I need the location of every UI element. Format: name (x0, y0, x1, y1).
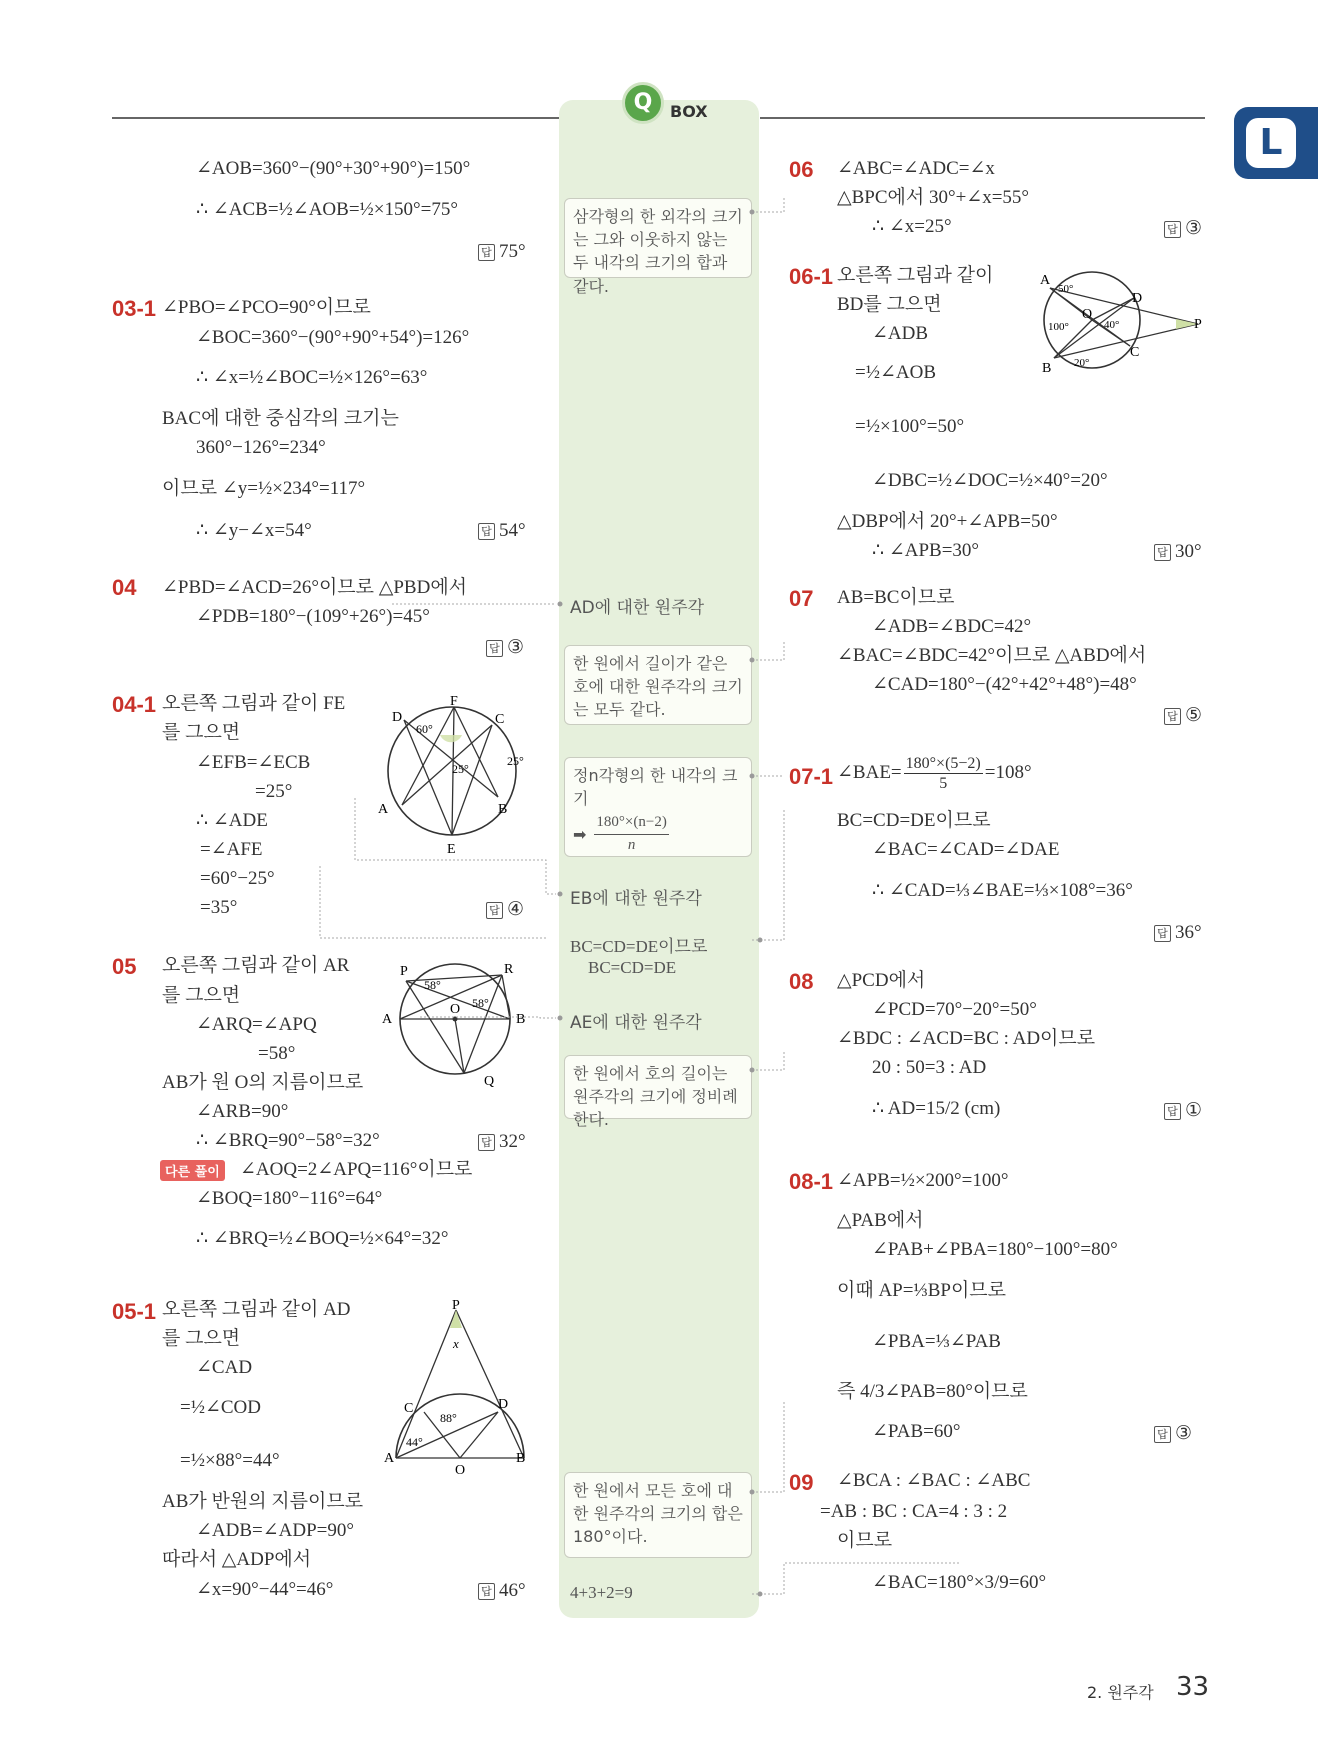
fig-label: O (1082, 307, 1093, 322)
arrow-icon: ➡ (573, 824, 587, 844)
fig-label: E (447, 842, 456, 855)
left-line-24: AB가 원 O의 지름이므로 (162, 1072, 364, 1093)
fig-label: B (516, 1012, 526, 1027)
alt-solution-badge: 다른 풀이 (160, 1160, 225, 1181)
answer-r3: 답 ⑤ (1164, 704, 1202, 727)
problem-number-04-1: 04-1 (112, 692, 157, 717)
fig-label: C (495, 712, 505, 727)
left-line-15: =25° (255, 781, 293, 802)
left-line-25: ∠ARB=90° (196, 1101, 289, 1122)
left-line-9: ∴ ∠y−∠x=54° (196, 520, 312, 541)
fig-label: A (384, 1451, 395, 1466)
right-line-35: ∠BAC=180°×3/9=60° (872, 1572, 1047, 1593)
answer-r5: 답 ① (1164, 1099, 1202, 1122)
left-line-35: AB가 반원의 지름이므로 (162, 1491, 364, 1512)
right-line-9: ∠DBC=½∠DOC=½×40°=20° (872, 470, 1108, 491)
fig-label: D (392, 710, 403, 725)
problem-number-03-1: 03-1 (112, 296, 157, 321)
fig-angle: 20° (1074, 357, 1090, 369)
problem-number-08-1: 08-1 (789, 1169, 834, 1194)
left-line-8: 이므로 ∠y=½×234°=117° (162, 478, 366, 499)
left-line-6: BAC에 대한 중심각의 크기는 (162, 408, 399, 429)
qbox-note-sum-180: 한 원에서 모든 호에 대한 원주각의 크기의 합은 180°이다. (564, 1472, 752, 1558)
answer-r6: 답 ③ (1154, 1422, 1192, 1445)
fig-angle: 88° (440, 1411, 457, 1425)
answer-icon: 답 (1164, 708, 1181, 725)
right-line-32: ∠BCA : ∠BAC : ∠ABC (837, 1470, 1031, 1491)
answer-icon: 답 (1154, 1426, 1171, 1443)
answer-icon: 답 (478, 1583, 495, 1600)
answer-icon: 답 (1164, 221, 1181, 238)
fig-label: O (455, 1463, 466, 1478)
right-line-10: △DBP에서 20°+∠APB=50° (837, 511, 1058, 532)
figure-06-1 (1030, 268, 1210, 378)
left-line-32: ∠CAD (196, 1357, 253, 1378)
fig-label: P (400, 964, 408, 979)
problem-number-08: 08 (789, 969, 814, 994)
qbox-note-arc-ae: AE에 대한 원주각 (570, 1013, 702, 1033)
right-line-7: =½∠AOB (855, 362, 937, 383)
right-line-17: BC=CD=DE이므로 (837, 810, 991, 831)
right-line-11: ∴ ∠APB=30° (872, 540, 980, 561)
fig-angle: 25° (507, 754, 524, 768)
qbox-note-arcs-equal: BC=CD=DE (588, 958, 677, 977)
problem-number-05: 05 (112, 954, 137, 979)
fig-angle: 58° (424, 978, 441, 992)
problem-number-06: 06 (789, 157, 814, 182)
left-line-23: =58° (258, 1043, 296, 1064)
fig-label: A (382, 1012, 393, 1027)
right-line-25: ∠APB=½×200°=100° (837, 1170, 1009, 1191)
left-line-13: 를 그으면 (162, 722, 241, 743)
page-number: 33 (1176, 1672, 1210, 1702)
left-line-10: ∠PBD=∠ACD=26°이므로 △PBD에서 (162, 577, 468, 598)
left-line-28: ∠BOQ=180°−116°=64° (196, 1188, 383, 1209)
fig-label: C (1130, 345, 1140, 360)
right-line-12: AB=BC이므로 (837, 587, 955, 608)
right-line-15: ∠CAD=180°−(42°+42°+48°)=48° (872, 674, 1137, 695)
answer-icon: 답 (478, 244, 495, 261)
fraction-numerator: 180°×(5−2) (904, 754, 983, 774)
left-line-17: =∠AFE (200, 839, 263, 860)
left-line-38: ∠x=90°−44°=46° (196, 1579, 334, 1600)
left-line-2: ∴ ∠ACB=½∠AOB=½×150°=75° (196, 199, 458, 220)
fig-angle: 50° (1058, 283, 1074, 295)
right-line-14: ∠BAC=∠BDC=42°이므로 △ABD에서 (837, 645, 1147, 666)
right-line-1: ∠ABC=∠ADC=∠x (837, 158, 995, 179)
fraction-denominator: 5 (939, 775, 948, 793)
footer-chapter: 2. 원주각 (1087, 1683, 1154, 1702)
problem-number-09: 09 (789, 1470, 814, 1495)
left-line-29: ∴ ∠BRQ=½∠BOQ=½×64°=32° (196, 1228, 449, 1249)
answer-r2: 답 30° (1154, 541, 1202, 563)
fig-label: B (516, 1451, 526, 1466)
qbox-note-chords-equal: BC=CD=DE이므로 (570, 937, 708, 956)
qbox-note-exterior-angle: 삼각형의 한 외각의 크기는 그와 이웃하지 않는 두 내각의 크기의 합과 같다. (564, 198, 752, 278)
fig-label: B (1042, 361, 1052, 376)
fig-label: F (450, 695, 458, 709)
answer-r1: 답 ③ (1164, 217, 1202, 240)
right-line-28: 이때 AP=⅓BP이므로 (837, 1280, 1007, 1301)
answer-icon: 답 (478, 523, 495, 540)
qbox-note-polygon-angle-text: 정n각형의 한 내각의 크기 (573, 766, 738, 809)
answer-6: 답 46° (478, 1580, 526, 1602)
fig-label: C (404, 1401, 414, 1416)
left-line-16: ∴ ∠ADE (196, 810, 268, 831)
right-line-16-lhs: ∠BAE= (837, 762, 902, 784)
connector-dot (558, 602, 563, 607)
connector-dot (750, 1490, 755, 1495)
fig-angle: 58° (472, 996, 489, 1010)
right-line-21: ∠PCD=70°−20°=50° (872, 999, 1037, 1020)
left-line-22: ∠ARQ=∠APQ (196, 1014, 317, 1035)
right-line-27: ∠PAB+∠PBA=180°−100°=80° (872, 1239, 1118, 1260)
answer-icon: 답 (1154, 925, 1171, 942)
fig-label: A (378, 802, 389, 817)
right-line-19: ∴ ∠CAD=⅓∠BAE=⅓×108°=36° (872, 880, 1133, 901)
qbox-note-sum-9: 4+3+2=9 (570, 1583, 633, 1602)
right-line-20: △PCD에서 (837, 970, 926, 991)
right-line-31: ∠PAB=60° (872, 1421, 961, 1442)
answer-icon: 답 (486, 902, 503, 919)
right-line-4: 오른쪽 그림과 같이 (837, 265, 994, 286)
right-line-33: =AB : BC : CA=4 : 3 : 2 (820, 1501, 1008, 1522)
answer-icon: 답 (478, 1134, 495, 1151)
right-line-22: ∠BDC : ∠ACD=BC : AD이므로 (837, 1028, 1096, 1049)
qbox-note-arc-proportion: 한 원에서 호의 길이는 원주각의 크기에 정비례한다. (564, 1055, 752, 1119)
fig-label: P (1194, 317, 1202, 332)
fig-label: O (450, 1002, 461, 1017)
connector-dot (750, 210, 755, 215)
right-line-8: =½×100°=50° (855, 416, 965, 437)
answer-icon: 답 (486, 640, 503, 657)
left-line-20: 오른쪽 그림과 같이 AR (162, 955, 350, 976)
right-line-23: 20 : 50=3 : AD (872, 1057, 987, 1078)
fig-label: R (504, 963, 514, 977)
qbox-icon: Q (622, 82, 664, 124)
left-line-34: =½×88°=44° (180, 1450, 280, 1471)
left-line-21: 를 그으면 (162, 985, 241, 1006)
fraction (904, 754, 983, 793)
answer-2: 답 54° (478, 520, 526, 542)
left-line-31: 를 그으면 (162, 1328, 241, 1349)
fig-label: A (1040, 273, 1051, 288)
qbox-note-equal-arcs: 한 원에서 길이가 같은 호에 대한 원주각의 크기는 모두 같다. (564, 645, 752, 725)
left-line-30: 오른쪽 그림과 같이 AD (162, 1299, 351, 1320)
qbox-note-arc-eb: EB에 대한 원주각 (570, 889, 702, 909)
left-line-11: ∠PDB=180°−(109°+26°)=45° (196, 606, 430, 627)
left-line-4: ∠BOC=360°−(90°+90°+54°)=126° (196, 327, 470, 348)
right-line-16-rhs: =108° (984, 762, 1032, 784)
fraction-numerator: 180°×(n−2) (594, 812, 668, 835)
left-line-1: ∠AOB=360°−(90°+30°+90°)=150° (196, 158, 471, 179)
right-line-13: ∠ADB=∠BDC=42° (872, 616, 1032, 637)
answer-icon: 답 (1154, 544, 1171, 561)
connector-dot (750, 1068, 755, 1073)
fig-label: D (1132, 291, 1143, 306)
answer-5: 답 32° (478, 1131, 526, 1153)
problem-number-06-1: 06-1 (789, 264, 834, 289)
right-line-30: 즉 4/3∠PAB=80°이므로 (837, 1381, 1028, 1402)
right-line-3: ∴ ∠x=25° (872, 216, 952, 237)
qbox-label: BOX (670, 102, 708, 121)
answer-4: 답 ④ (486, 898, 524, 921)
problem-number-07-1: 07-1 (789, 764, 834, 789)
connector-dot (750, 774, 755, 779)
fig-angle: 25° (452, 762, 469, 776)
answer-icon: 답 (1164, 1103, 1181, 1120)
fig-label: Q (484, 1074, 495, 1089)
fig-angle: 100° (1048, 321, 1069, 333)
left-line-27: ∠AOQ=2∠APQ=116°이므로 (240, 1159, 473, 1180)
left-line-26: ∴ ∠BRQ=90°−58°=32° (196, 1130, 380, 1151)
fig-label: D (498, 1397, 509, 1412)
connector-dot (558, 892, 563, 897)
connector-dot (558, 1016, 563, 1021)
answer-r4: 답 36° (1154, 922, 1202, 944)
fig-angle: 60° (416, 722, 433, 736)
fig-angle: 40° (1104, 319, 1120, 331)
fig-label: P (452, 1300, 460, 1313)
left-line-33: =½∠COD (180, 1397, 262, 1418)
right-line-29: ∠PBA=⅓∠PAB (872, 1331, 1001, 1352)
left-line-12: 오른쪽 그림과 같이 FE (162, 693, 346, 714)
problem-number-04: 04 (112, 575, 137, 600)
left-line-7: 360°−126°=234° (196, 437, 326, 458)
connector-dot (750, 658, 755, 663)
problem-number-05-1: 05-1 (112, 1299, 157, 1324)
right-line-34: 이므로 (837, 1530, 893, 1551)
qbox-note-arc-ad: AD에 대한 원주각 (570, 598, 705, 618)
fig-label: x (453, 1336, 459, 1351)
answer-3: 답 ③ (486, 636, 524, 659)
right-line-16 (837, 754, 1032, 793)
left-line-14: ∠EFB=∠ECB (196, 752, 311, 773)
connector-dot (758, 938, 763, 943)
connector-dot (758, 1592, 763, 1597)
right-line-18: ∠BAC=∠CAD=∠DAE (872, 839, 1060, 860)
fraction-denominator: n (627, 836, 636, 853)
problem-number-07: 07 (789, 586, 814, 611)
right-line-5: BD를 그으면 (837, 294, 942, 315)
left-line-19: =35° (200, 897, 238, 918)
left-line-5: ∴ ∠x=½∠BOC=½×126°=63° (196, 367, 428, 388)
right-line-26: △PAB에서 (837, 1210, 924, 1231)
section-tab-letter: L (1246, 118, 1296, 168)
right-line-2: △BPC에서 30°+∠x=55° (837, 187, 1030, 208)
left-line-37: 따라서 △ADP에서 (162, 1549, 312, 1570)
left-line-36: ∠ADB=∠ADP=90° (196, 1520, 354, 1541)
fig-angle: 44° (406, 1435, 423, 1449)
right-line-24: ∴ AD=15/2 (cm) (872, 1098, 1001, 1119)
left-line-18: =60°−25° (200, 868, 275, 889)
right-line-6: ∠ADB (872, 323, 929, 344)
left-line-3: ∠PBO=∠PCO=90°이므로 (162, 297, 371, 318)
fig-label: B (498, 802, 508, 817)
answer-1: 답 75° (478, 241, 526, 263)
